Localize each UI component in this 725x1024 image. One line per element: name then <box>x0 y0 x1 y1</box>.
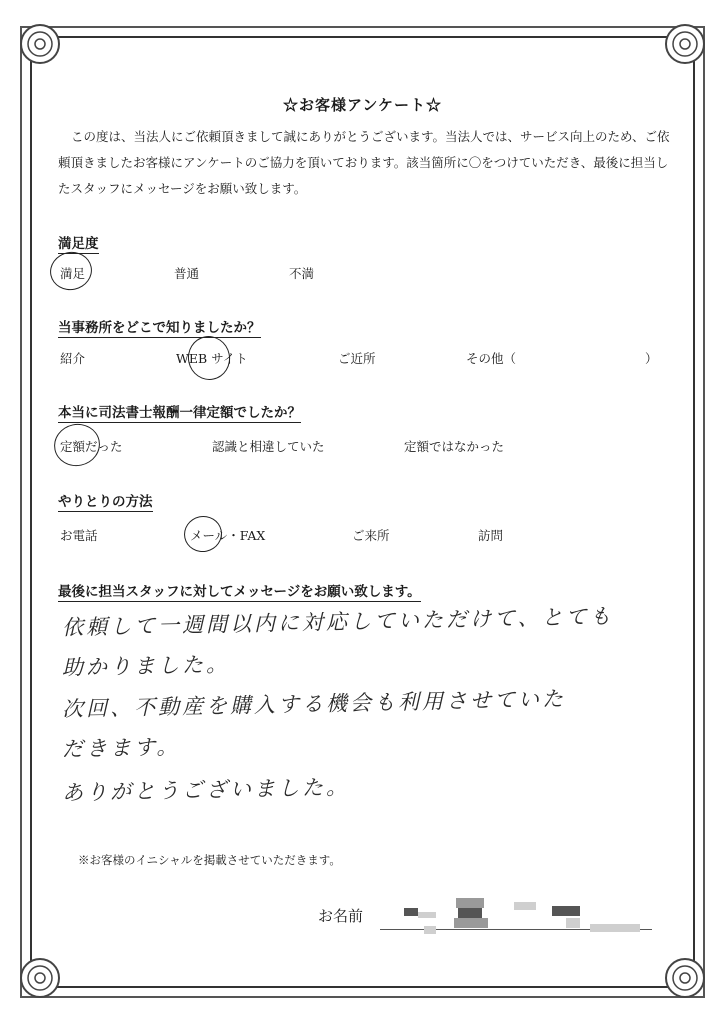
option-referral[interactable]: 紹介 <box>60 351 86 366</box>
corner-ornament-icon <box>18 22 62 66</box>
question-contact-method: やりとりの方法 <box>58 490 153 512</box>
name-label: お名前 <box>318 907 364 925</box>
option-unsatisfied[interactable]: 不満 <box>289 266 315 281</box>
option-mail-fax[interactable]: メール・FAX <box>190 528 266 543</box>
option-website[interactable]: WEB サイト <box>176 351 248 366</box>
handwritten-message-line: 助かりました。 <box>61 652 231 680</box>
question-fixed-fee: 本当に司法書士報酬一律定額でしたか？ <box>58 401 301 423</box>
option-fixed-fee-different[interactable]: 認識と相違していた <box>212 439 325 454</box>
option-fixed-fee-no[interactable]: 定額ではなかった <box>404 439 505 454</box>
option-other-close-paren: ） <box>645 351 658 366</box>
question-satisfaction: 満足度 <box>58 232 99 254</box>
option-visit-office[interactable]: ご来所 <box>352 528 390 543</box>
option-other[interactable]: その他（ <box>466 351 517 366</box>
option-neighborhood[interactable]: ご近所 <box>338 351 376 366</box>
handwritten-message-line: 依頼して一週間以内に対応していただけて、とても <box>61 604 614 640</box>
option-satisfied[interactable]: 満足 <box>60 266 86 281</box>
option-normal[interactable]: 普通 <box>174 266 200 281</box>
page-title: ☆お客様アンケート☆ <box>282 96 443 114</box>
handwritten-message-line: 次回、不動産を購入する機会も利用させていた <box>61 686 567 722</box>
message-heading: 最後に担当スタッフに対してメッセージをお願い致します。 <box>58 580 421 602</box>
intro-text: この度は、当法人にご依頼頂きまして誠にありがとうございます。当法人では、サービス向上のため、ご依頼頂きましたお客様にアンケートのご協力を頂いております。該当箇所に〇をつけていただき、最後に担当したスタッフにメッセージをお願い致します。 <box>58 129 670 196</box>
question-referral-source: 当事務所をどこで知りましたか？ <box>58 316 261 338</box>
corner-ornament-icon <box>18 956 62 1000</box>
handwritten-message-line: ありがとうございました。 <box>61 774 351 806</box>
corner-ornament-icon <box>663 22 707 66</box>
option-fixed-fee-yes[interactable]: 定額だった <box>60 439 123 454</box>
option-phone[interactable]: お電話 <box>60 528 98 543</box>
handwritten-message-line: だきます。 <box>61 734 181 762</box>
initials-note: ※お客様のイニシャルを掲載させていただきます。 <box>78 853 341 867</box>
corner-ornament-icon <box>663 956 707 1000</box>
option-home-visit[interactable]: 訪問 <box>478 528 504 543</box>
